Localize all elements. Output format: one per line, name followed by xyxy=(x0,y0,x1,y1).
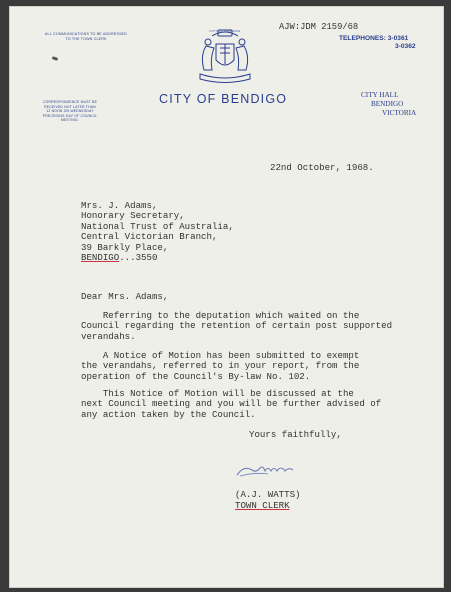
crest-banner-text: CITY OF BENDIGO xyxy=(209,29,241,33)
correspondence-note-line: CORRESPONDENCE MUST BE xyxy=(42,100,98,104)
correspondence-note-line: 12 NOON ON WEDNESDAY xyxy=(46,109,94,114)
communications-note-line: TO THE TOWN CLERK xyxy=(65,37,107,41)
address-line: VICTORIA xyxy=(382,109,417,117)
city-title: CITY OF BENDIGO xyxy=(159,92,288,106)
communications-note xyxy=(31,32,141,42)
letter-page xyxy=(9,6,444,588)
telephones xyxy=(339,35,408,43)
correspondence-note xyxy=(29,100,111,123)
body-paragraph-2: A Notice of Motion has been submitted to exempt the verandahs, referred to in your report, from the operation of the Council's By-law No. 102. xyxy=(81,350,360,382)
communications-note-line: ALL COMMUNICATIONS TO BE ADDRESSED xyxy=(44,32,128,36)
body-paragraph-3: This Notice of Motion will be discussed at the next Council meeting and you will be further advised of any action taken by the Council. xyxy=(81,388,382,420)
correspondence-note-line: MEETING. xyxy=(61,118,79,123)
signatory-title: TOWN CLERK xyxy=(235,500,290,511)
letter-date: 22nd October, 1968. xyxy=(270,162,374,173)
correspondence-note-line: PRECEDING DAY OF COUNCIL xyxy=(42,113,98,118)
signatory-name: (A.J. WATTS) xyxy=(235,489,301,500)
salutation: Dear Mrs. Adams, xyxy=(81,291,169,302)
recipient-line: Central Victorian Branch, xyxy=(81,231,218,243)
handwritten-signature xyxy=(234,461,296,479)
phone-number-1: 3-0361 xyxy=(387,35,409,42)
recipient-postcode: ...3550 xyxy=(119,252,158,264)
reference-number: AJW:JDM 2159/68 xyxy=(279,22,359,32)
recipient-line: Honorary Secretary, xyxy=(81,210,185,222)
recipient-city: BENDIGO xyxy=(81,252,120,264)
signatory-title-line xyxy=(235,501,290,511)
recipient-city-line xyxy=(81,253,234,263)
address-line: BENDIGO xyxy=(371,100,404,108)
address-line: CITY HALL xyxy=(361,91,399,99)
ink-mark xyxy=(52,56,59,61)
recipient-line: Mrs. J. Adams, xyxy=(81,200,158,211)
closing: Yours faithfully, xyxy=(249,429,342,440)
recipient-address xyxy=(81,201,234,263)
city-crest-emblem xyxy=(192,26,258,86)
body-paragraph-1: Referring to the deputation which waited on the Council regarding the retention of certain post supported verandahs. xyxy=(81,310,393,342)
telephones-label: TELEPHONES: xyxy=(339,35,386,42)
recipient-line: National Trust of Australia, xyxy=(81,220,234,232)
correspondence-note-line: RECEIVED NOT LATER THAN xyxy=(44,104,96,109)
recipient-line: 39 Barkly Place, xyxy=(81,241,169,253)
phone-number-2: 3-0362 xyxy=(395,43,416,50)
